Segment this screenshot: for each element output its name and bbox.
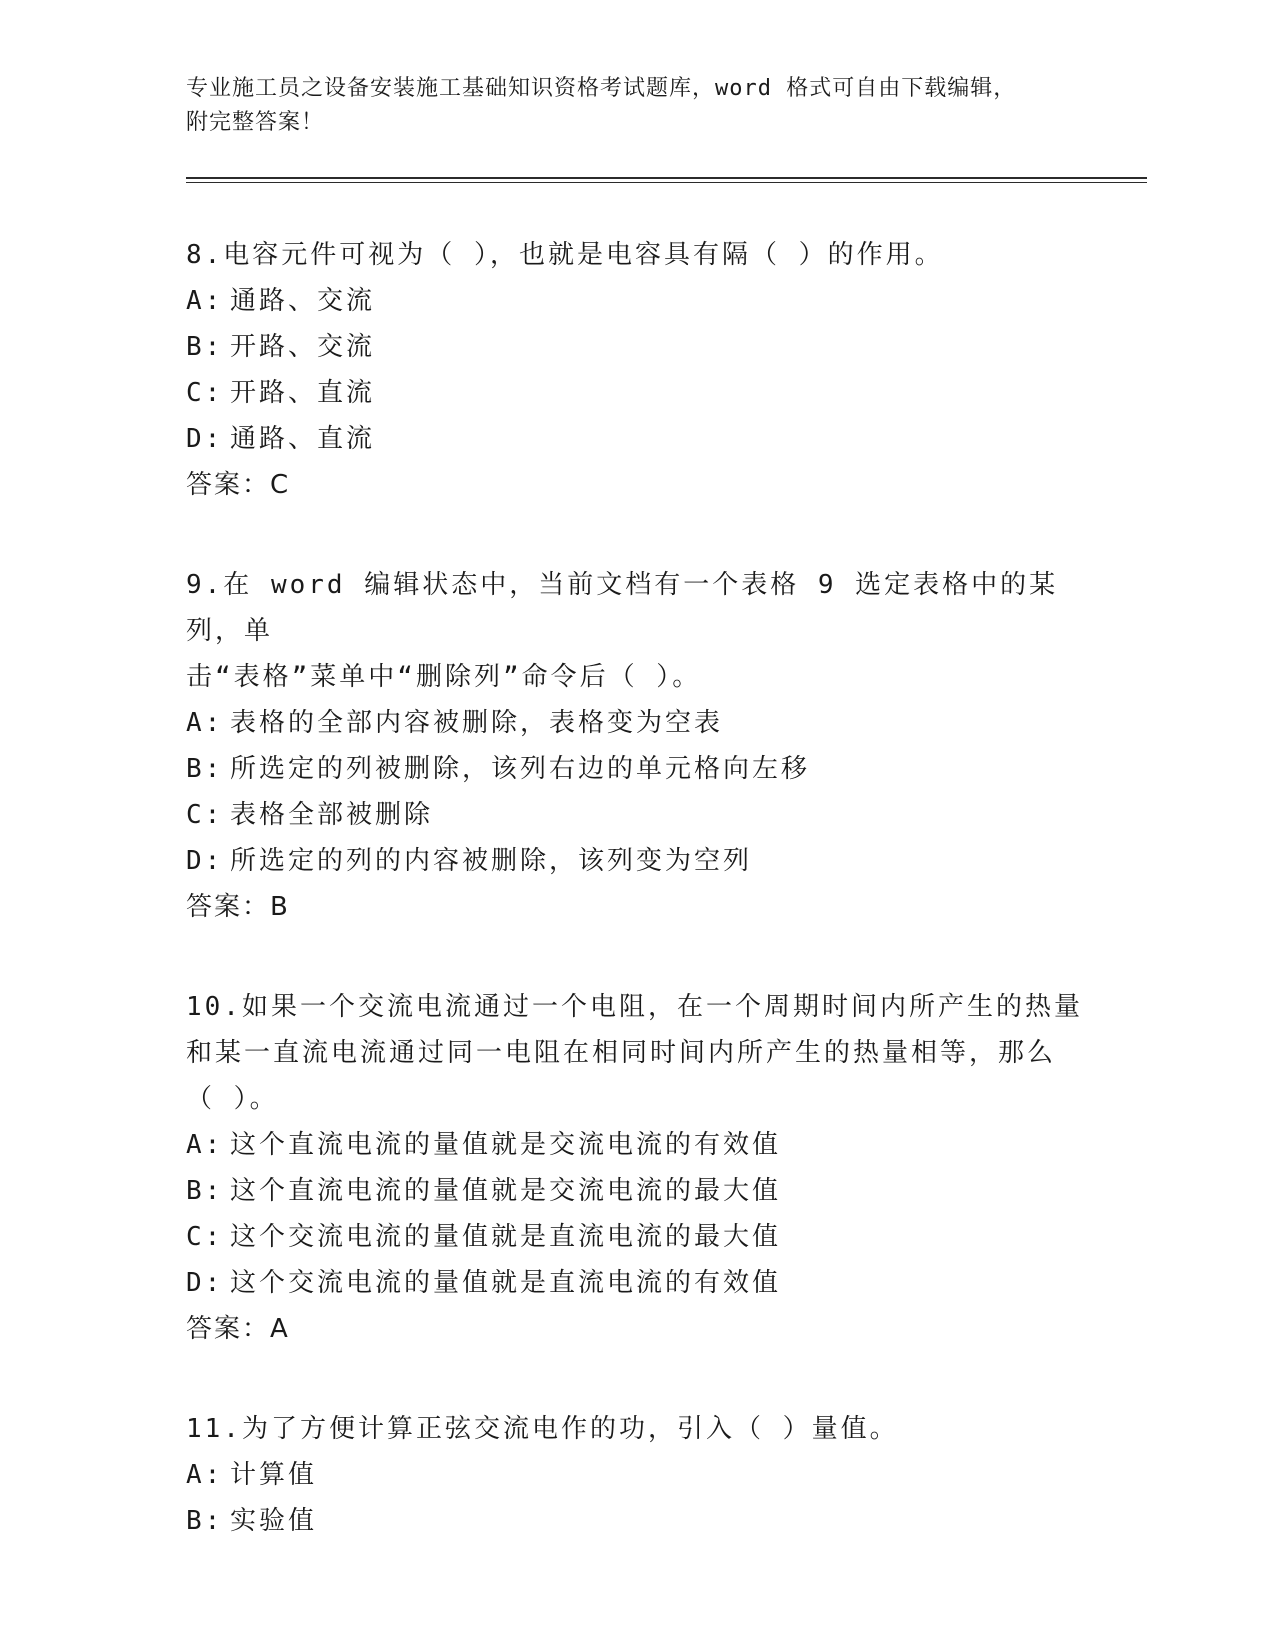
option-text: 所选定的列的内容被删除，该列变为空列 (230, 846, 753, 876)
option-key: A: (186, 1130, 224, 1160)
option-key: A: (186, 286, 224, 316)
header-line-2: 附完整答案！ (186, 110, 325, 135)
option-text: 通路、交流 (230, 286, 376, 316)
answer-option (186, 1168, 1086, 1214)
question-stem: 9.在 word 编辑状态中，当前文档有一个表格 9 选定表格中的某列，单 (186, 570, 1059, 646)
answer-key: 答案：C (186, 470, 291, 500)
option-key: D: (186, 424, 224, 454)
answer-option (186, 278, 1086, 324)
option-key: B: (186, 332, 224, 362)
answer-option (186, 1498, 1086, 1544)
question-block (186, 232, 1086, 508)
question-stem: 8.电容元件可视为（ ），也就是电容具有隔（ ）的作用。 (186, 240, 944, 270)
header-divider (186, 177, 1147, 183)
answer-option (186, 838, 1086, 884)
answer-option (186, 792, 1086, 838)
option-text: 这个直流电流的量值就是交流电流的最大值 (230, 1176, 782, 1206)
document-header (186, 72, 1086, 140)
option-text: 实验值 (230, 1506, 318, 1536)
question-block (186, 1406, 1086, 1544)
option-key: A: (186, 708, 224, 738)
option-text: 开路、交流 (230, 332, 376, 362)
answer-option (186, 1214, 1086, 1260)
option-text: 这个交流电流的量值就是直流电流的最大值 (230, 1222, 782, 1252)
question-stem: 击“表格”菜单中“删除列”命令后（ ）。 (186, 662, 702, 692)
option-text: 计算值 (230, 1460, 318, 1490)
option-text: 开路、直流 (230, 378, 376, 408)
option-key: B: (186, 1176, 224, 1206)
answer-option (186, 700, 1086, 746)
option-key: B: (186, 754, 224, 784)
option-text: 这个直流电流的量值就是交流电流的有效值 (230, 1130, 782, 1160)
answer-option (186, 370, 1086, 416)
option-key: C: (186, 378, 224, 408)
question-stem: 10.如果一个交流电流通过一个电阻，在一个周期时间内所产生的热量 (186, 992, 1083, 1022)
question-stem: （ ）。 (186, 1084, 279, 1114)
question-block (186, 984, 1086, 1352)
option-key: B: (186, 1506, 224, 1536)
answer-option (186, 746, 1086, 792)
option-key: D: (186, 1268, 224, 1298)
answer-option (186, 324, 1086, 370)
option-text: 通路、直流 (230, 424, 376, 454)
option-key: C: (186, 1222, 224, 1252)
question-block (186, 562, 1086, 930)
option-key: A: (186, 1460, 224, 1490)
option-text: 这个交流电流的量值就是直流电流的有效值 (230, 1268, 782, 1298)
option-text: 表格全部被删除 (230, 800, 434, 830)
header-line-1: 专业施工员之设备安装施工基础知识资格考试题库，word 格式可自由下载编辑， (186, 76, 1017, 101)
answer-option (186, 1452, 1086, 1498)
option-text: 表格的全部内容被删除，表格变为空表 (230, 708, 724, 738)
answer-key: 答案：B (186, 892, 290, 922)
answer-option (186, 1122, 1086, 1168)
answer-key: 答案：A (186, 1314, 290, 1344)
question-stem: 和某一直流电流通过同一电阻在相同时间内所产生的热量相等，那么 (186, 1038, 1057, 1068)
question-stem: 11.为了方便计算正弦交流电作的功，引入（ ）量值。 (186, 1414, 899, 1444)
question-list (186, 232, 1086, 1598)
answer-option (186, 1260, 1086, 1306)
option-text: 所选定的列被删除，该列右边的单元格向左移 (230, 754, 811, 784)
answer-option (186, 416, 1086, 462)
option-key: C: (186, 800, 224, 830)
option-key: D: (186, 846, 224, 876)
